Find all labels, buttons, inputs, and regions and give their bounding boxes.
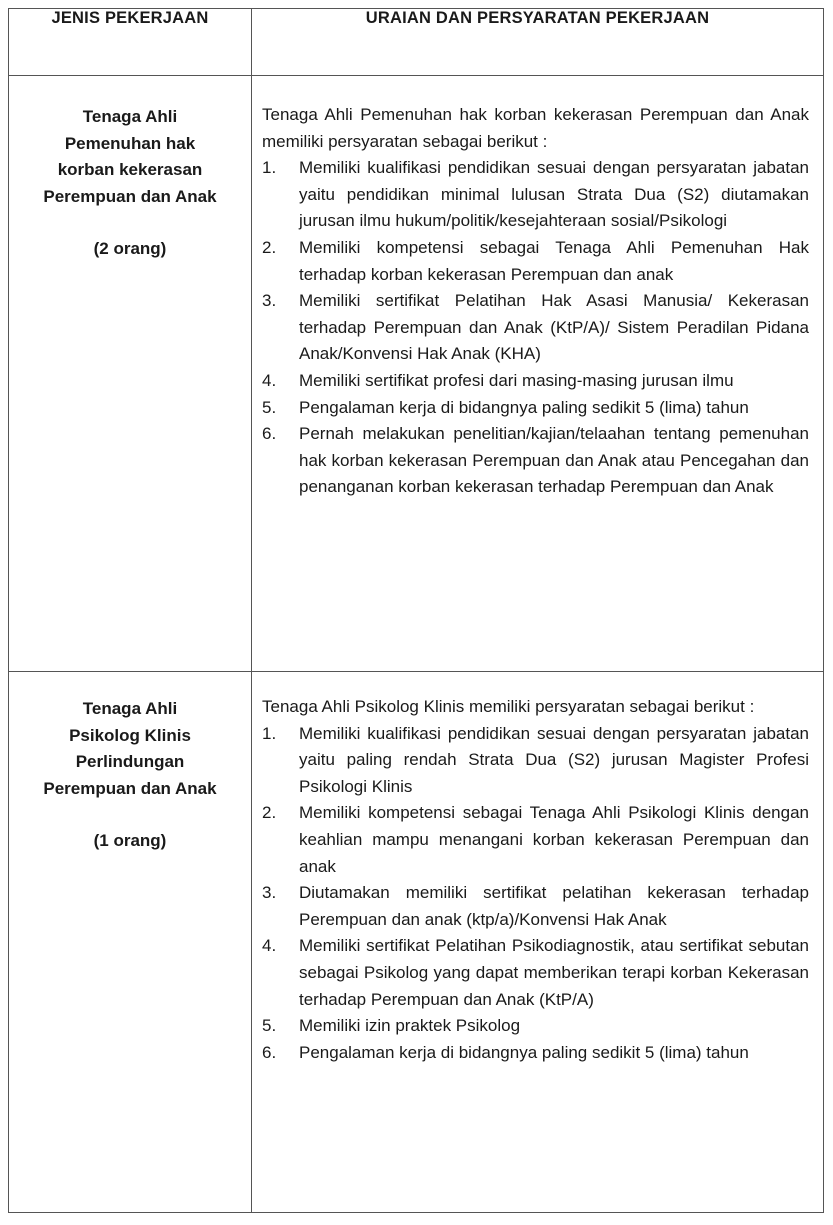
list-item: 3. Diutamakan memiliki sertifikat pelatihan kekerasan terhadap Perempuan dan anak (ktp/a)/Konvensi Hak Anak	[262, 883, 809, 929]
job-headcount: (1 orang)	[93, 831, 167, 850]
header-row	[9, 9, 824, 76]
list-item: 2. Memiliki kompetensi sebagai Tenaga Ahli Pemenuhan Hak terhadap korban kekerasan Perempuan dan anak	[262, 237, 809, 284]
requirements-list	[262, 155, 809, 501]
list-item: 3. Memiliki sertifikat Pelatihan Hak Asasi Manusia/ Kekerasan terhadap Perempuan dan Anak (KtP/A)/ Sistem Peradilan Pidana Anak/Konvensi Hak Anak (KHA)	[262, 291, 809, 364]
list-item: 6. Pernah melakukan penelitian/kajian/telaahan tentang pemenuhan hak korban kekerasan Perempuan dan Anak atau Pencegahan dan penanganan korban kekerasan terhadap Perempuan dan Anak	[262, 424, 809, 497]
table-row	[9, 672, 824, 1213]
requirements-intro: Tenaga Ahli Psikolog Klinis memiliki persyaratan sebagai berikut :	[262, 697, 755, 716]
job-type-cell	[9, 672, 252, 1213]
job-description-cell	[252, 672, 824, 1213]
list-item: 2. Memiliki kompetensi sebagai Tenaga Ahli Psikologi Klinis dengan keahlian mampu menangani korban kekerasan Perempuan dan anak	[262, 803, 809, 876]
list-item: 5. Memiliki izin praktek Psikolog	[262, 1016, 521, 1036]
list-item: 1. Memiliki kualifikasi pendidikan sesuai dengan persyaratan jabatan yaitu pendidikan minimal lulusan Strata Dua (S2) diutamakan jurusan ilmu hukum/politik/kesejahteraan sosial/Psikologi	[262, 158, 809, 231]
header-job-description: URAIAN DAN PERSYARATAN PEKERJAAN	[252, 9, 824, 76]
list-item: 1. Memiliki kualifikasi pendidikan sesuai dengan persyaratan jabatan yaitu paling rendah Strata Dua (S2) jurusan Magister Profesi Psikologi Klinis	[262, 723, 809, 796]
job-title: Tenaga Ahli Psikolog Klinis Perlindungan Perempuan dan Anak	[43, 699, 217, 798]
list-item: 5. Pengalaman kerja di bidangnya paling sedikit 5 (lima) tahun	[262, 397, 749, 417]
requirements-intro: Tenaga Ahli Pemenuhan hak korban kekerasan Perempuan dan Anak memiliki persyaratan sebagai berikut :	[262, 105, 809, 151]
list-item: 4. Memiliki sertifikat Pelatihan Psikodiagnostik, atau sertifikat sebutan sebagai Psikolog yang dapat memberikan terapi korban Kekerasan terhadap Perempuan dan Anak (KtP/A)	[262, 936, 809, 1009]
job-type-cell	[9, 76, 252, 672]
job-requirements-table	[8, 8, 824, 1213]
list-item: 6. Pengalaman kerja di bidangnya paling sedikit 5 (lima) tahun	[262, 1042, 749, 1062]
list-item: 4. Memiliki sertifikat profesi dari masing-masing jurusan ilmu	[262, 370, 734, 390]
job-description-cell	[252, 76, 824, 672]
job-title: Tenaga Ahli Pemenuhan hak korban kekerasan Perempuan dan Anak	[43, 107, 217, 206]
job-headcount: (2 orang)	[93, 239, 167, 258]
header-job-type: JENIS PEKERJAAN	[9, 9, 252, 76]
requirements-list	[262, 721, 809, 1067]
table-row	[9, 76, 824, 672]
